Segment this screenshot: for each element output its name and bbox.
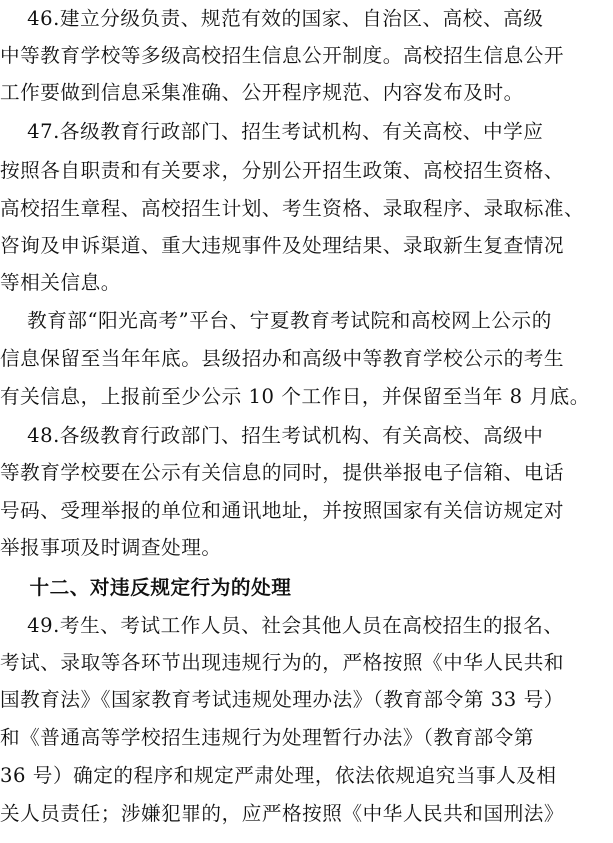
text-line: 咨询及申诉渠道、重大违规事件及处理结果、录取新生复查情况 (0, 234, 565, 257)
text-line: 高校招生章程、高校招生计划、考生资格、录取程序、录取标准、 (0, 197, 585, 220)
text-line: 工作要做到信息采集准确、公开程序规范、内容发布及时。 (0, 81, 524, 104)
text-line: 46.建立分级负责、规范有效的国家、自治区、高校、高级 (0, 7, 544, 30)
text-line: 教育部“阳光高考”平台、宁夏教育考试院和高校网上公示的 (0, 309, 552, 332)
text-line: 等教育学校要在公示有关信息的同时，提供举报电子信箱、电话 (0, 461, 565, 484)
text-line: 国教育法》《国家教育考试违规处理办法》（教育部令第 33 号） (0, 688, 564, 711)
text-line: 按照各自职责和有关要求，分别公开招生政策、高校招生资格、 (0, 159, 565, 182)
text-line: 号码、受理举报的单位和通讯地址，并按照国家有关信访规定对 (0, 499, 565, 522)
text-line: 考试、录取等各环节出现违规行为的，严格按照《中华人民共和 (0, 651, 565, 674)
text-line: 36 号）确定的程序和规定严肃处理，依法依规追究当事人及相 (0, 764, 557, 787)
text-line: 等相关信息。 (0, 271, 121, 294)
text-line: 中等教育学校等多级高校招生信息公开制度。高校招生信息公开 (0, 44, 565, 67)
text-line: 有关信息，上报前至少公示 10 个工作日，并保留至当年 8 月底。 (0, 385, 590, 408)
text-line: 47.各级教育行政部门、招生考试机构、有关高校、中学应 (0, 120, 544, 143)
text-line: 和《普通高等学校招生违规行为处理暂行办法》（教育部令第 (0, 726, 535, 749)
text-line: 关人员责任；涉嫌犯罪的，应严格按照《中华人民共和国刑法》 (0, 802, 565, 825)
text-line: 举报事项及时调查处理。 (0, 536, 222, 559)
text-line: 49.考生、考试工作人员、社会其他人员在高校招生的报名、 (0, 614, 564, 637)
text-line: 信息保留至当年年底。县级招办和高级中等教育学校公示的考生 (0, 347, 565, 370)
text-line: 48.各级教育行政部门、招生考试机构、有关高校、高级中 (0, 424, 544, 447)
section-heading: 十二、对违反规定行为的处理 (0, 576, 292, 599)
